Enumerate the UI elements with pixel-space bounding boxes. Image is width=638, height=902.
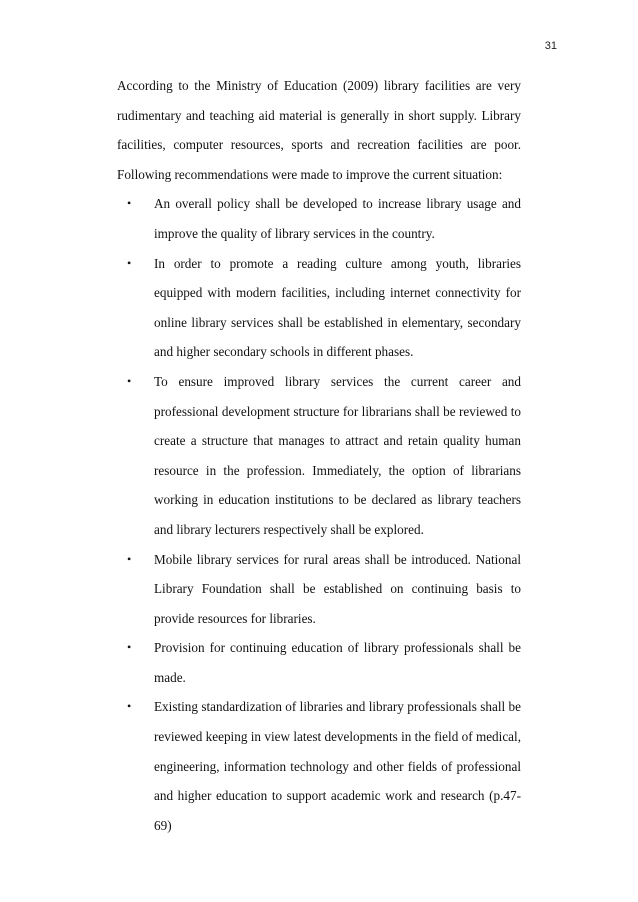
list-item	[117, 189, 521, 248]
list-item	[117, 367, 521, 545]
list-item-text: In order to promote a reading culture among youth, libraries equipped with modern facilities, including internet connectivity for online library services shall be established in elementary, secondary and higher secondary schools in different phases.	[154, 255, 521, 360]
bullet-icon: •	[127, 551, 132, 566]
list-item-text: An overall policy shall be developed to increase library usage and improve the quality of library services in the country.	[154, 196, 521, 241]
list-item	[117, 692, 521, 840]
list-item	[117, 633, 521, 692]
list-item	[117, 249, 521, 367]
bullet-icon: •	[127, 699, 132, 714]
intro-paragraph: According to the Ministry of Education (2009) library facilities are very rudimentary and teaching aid material is generally in short supply. Library facilities, computer resources, sports and recreation facilities are poor. Following recommendations were made to improve the current situation:	[117, 78, 521, 182]
recommendations-list	[117, 189, 521, 840]
bullet-icon: •	[127, 640, 132, 655]
list-item-text: Existing standardization of libraries and library professionals shall be reviewed keeping in view latest developments in the field of medical, engineering, information technology and other fields of professional and higher education to support academic work and research (p.47-69)	[154, 699, 521, 833]
page-number: 31	[544, 40, 557, 52]
list-item-text: Provision for continuing education of library professionals shall be made.	[154, 640, 521, 685]
list-item	[117, 545, 521, 634]
bullet-icon: •	[127, 373, 132, 388]
list-item-text: To ensure improved library services the current career and professional development structure for librarians shall be reviewed to create a structure that manages to attract and retain quality human resource in the profession. Immediately, the option of librarians working in education institutions to be declared as library teachers and library lecturers respectively shall be explored.	[154, 373, 521, 537]
list-item-text: Mobile library services for rural areas shall be introduced. National Library Foundation shall be established on continuing basis to provide resources for libraries.	[154, 551, 521, 626]
bullet-icon: •	[127, 255, 132, 270]
bullet-icon: •	[127, 196, 132, 211]
document-body	[117, 71, 521, 840]
